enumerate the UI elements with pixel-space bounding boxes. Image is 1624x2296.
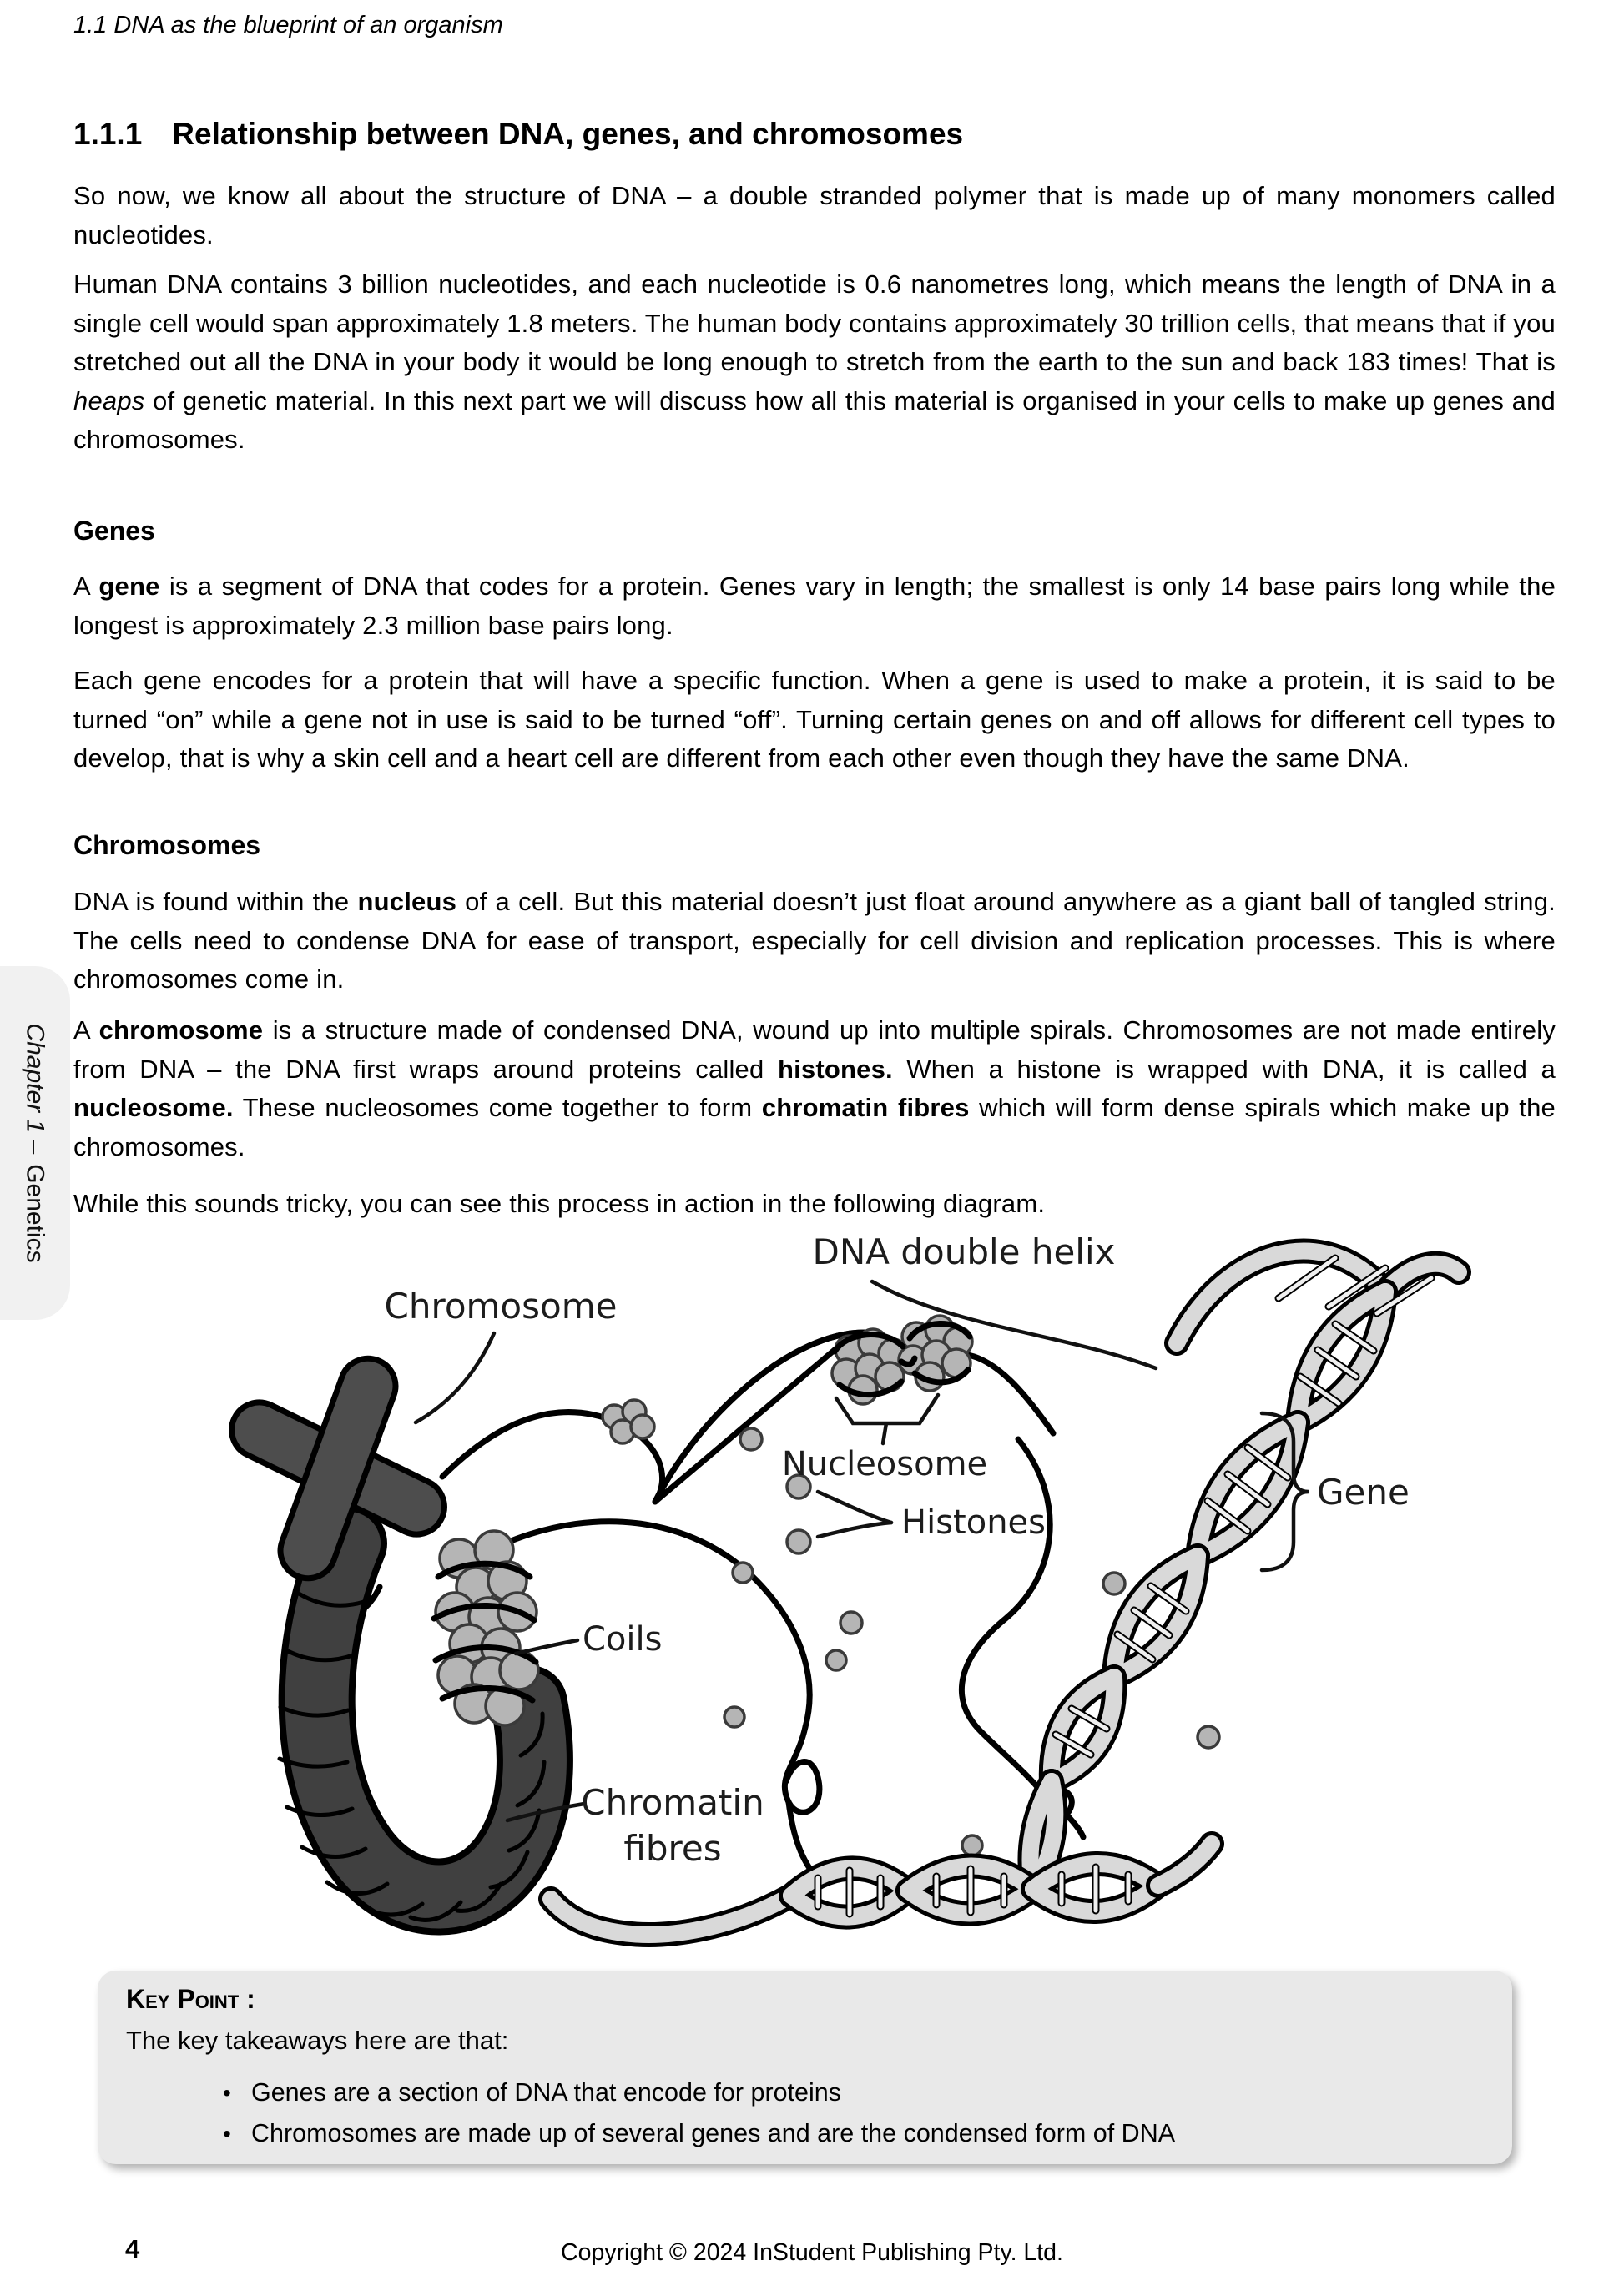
nucleosome-bracket bbox=[836, 1395, 938, 1443]
coils-shape bbox=[434, 1531, 538, 1725]
bullet-icon: • bbox=[223, 2080, 231, 2106]
paragraph-gene-definition: A gene is a segment of DNA that codes for a protein. Genes vary in length; the smallest is only 14 base pairs long while the longest is approximately 2.3 million base pairs long. bbox=[73, 571, 1556, 640]
chapter-side-tab bbox=[0, 966, 70, 1320]
key-point-intro: The key takeaways here are that: bbox=[126, 2026, 509, 2055]
paragraph-chromosome-definition: A chromosome is a structure made of condensed DNA, wound up into multiple spirals. Chromosomes are not made entirely from DNA – the DNA first wraps around proteins called histones. When a histone is wrapped with DNA, it is called a nucleosome. These nucleosomes come together to form chromatin fibres which will form dense spirals which make up the chromosomes. bbox=[73, 1015, 1556, 1161]
dna-packaging-diagram bbox=[83, 1226, 1502, 1961]
diagram-label-dna-double-helix: DNA double helix bbox=[812, 1231, 1116, 1272]
nucleosome-cluster-small bbox=[603, 1400, 654, 1443]
dna-double-helix-drawing bbox=[1030, 1251, 1459, 1889]
paragraph-nucleus: DNA is found within the nucleus of a cell. But this material doesn’t just float around anywhere as a giant ball of tangled string. The cells need to condense DNA for ease of transport, especially for cell division and replication processes. This is where chromosomes come in. bbox=[73, 887, 1556, 994]
copyright-text: Copyright © 2024 InStudent Publishing Pty. Ltd. bbox=[561, 2239, 1063, 2266]
diagram-label-nucleosome: Nucleosome bbox=[781, 1445, 988, 1483]
heading-genes: Genes bbox=[73, 516, 155, 546]
key-point-box bbox=[98, 1971, 1512, 2164]
bullet-text: Genes are a section of DNA that encode for proteins bbox=[251, 2078, 841, 2107]
list-item bbox=[223, 2113, 1175, 2154]
paragraph-dna-length: Human DNA contains 3 billion nucleotides, and each nucleotide is 0.6 nanometres long, which means the length of DNA in a single cell would span approximately 1.8 meters. The human body contains approximately 30 trillion cells, that means that if you stretched out all the DNA in your body it would be long enough to stretch from the earth to the sun and back 183 times! That is heaps of genetic material. In this next part we will discuss how all this material is organised in your cells to make up genes and chromosomes. bbox=[73, 269, 1556, 454]
diagram-label-chromatin-line2: fibres bbox=[623, 1828, 722, 1869]
bullet-text: Chromosomes are made up of several genes and are the condensed form of DNA bbox=[251, 2119, 1176, 2147]
section-heading bbox=[73, 117, 963, 152]
key-point-bullets bbox=[223, 2072, 1175, 2154]
diagram-label-coils: Coils bbox=[583, 1620, 663, 1659]
running-header: 1.1 DNA as the blueprint of an organism bbox=[73, 12, 503, 38]
bullet-icon: • bbox=[223, 2121, 231, 2147]
section-title: Relationship between DNA, genes, and chromosomes bbox=[172, 117, 964, 151]
diagram-label-chromatin-line1: Chromatin bbox=[581, 1782, 764, 1823]
diagram-label-chromosome: Chromosome bbox=[384, 1286, 618, 1327]
section-number: 1.1.1 bbox=[73, 117, 143, 151]
key-point-label: Key Point : bbox=[126, 1984, 255, 2014]
paragraph-diagram-intro: While this sounds tricky, you can see this process in action in the following diagram. bbox=[73, 1189, 1046, 1218]
chapter-tab-text bbox=[21, 1023, 49, 1262]
paragraph-gene-function: Each gene encodes for a protein that will have a specific function. When a gene is used to make a protein, it is said to be turned “on” while a gene not in use is said to be turned “off”. Turning certain genes on and off allows for different cell types to develop, that is why a skin cell and a heart cell are different from each other even though they have the same DNA. bbox=[73, 666, 1556, 773]
heading-chromosomes: Chromosomes bbox=[73, 830, 261, 860]
list-item bbox=[223, 2072, 1175, 2113]
chapter-tab-chapter: Chapter 1 – bbox=[22, 1023, 50, 1155]
paragraph-intro: So now, we know all about the structure of DNA – a double stranded polymer that is made up of many monomers called nucleotides. bbox=[73, 181, 1556, 249]
histone-pointer-line-top bbox=[818, 1492, 891, 1523]
page-number: 4 bbox=[125, 2234, 140, 2263]
coils-pointer-line bbox=[516, 1640, 577, 1654]
diagram-label-gene: Gene bbox=[1317, 1472, 1410, 1513]
chapter-tab-topic: Genetics bbox=[22, 1164, 50, 1263]
histone-callout-dots bbox=[787, 1475, 810, 1553]
histone-pointer-line-bottom bbox=[818, 1523, 891, 1537]
chromosome-pointer-line bbox=[416, 1333, 494, 1422]
diagram-label-histones: Histones bbox=[901, 1503, 1046, 1542]
